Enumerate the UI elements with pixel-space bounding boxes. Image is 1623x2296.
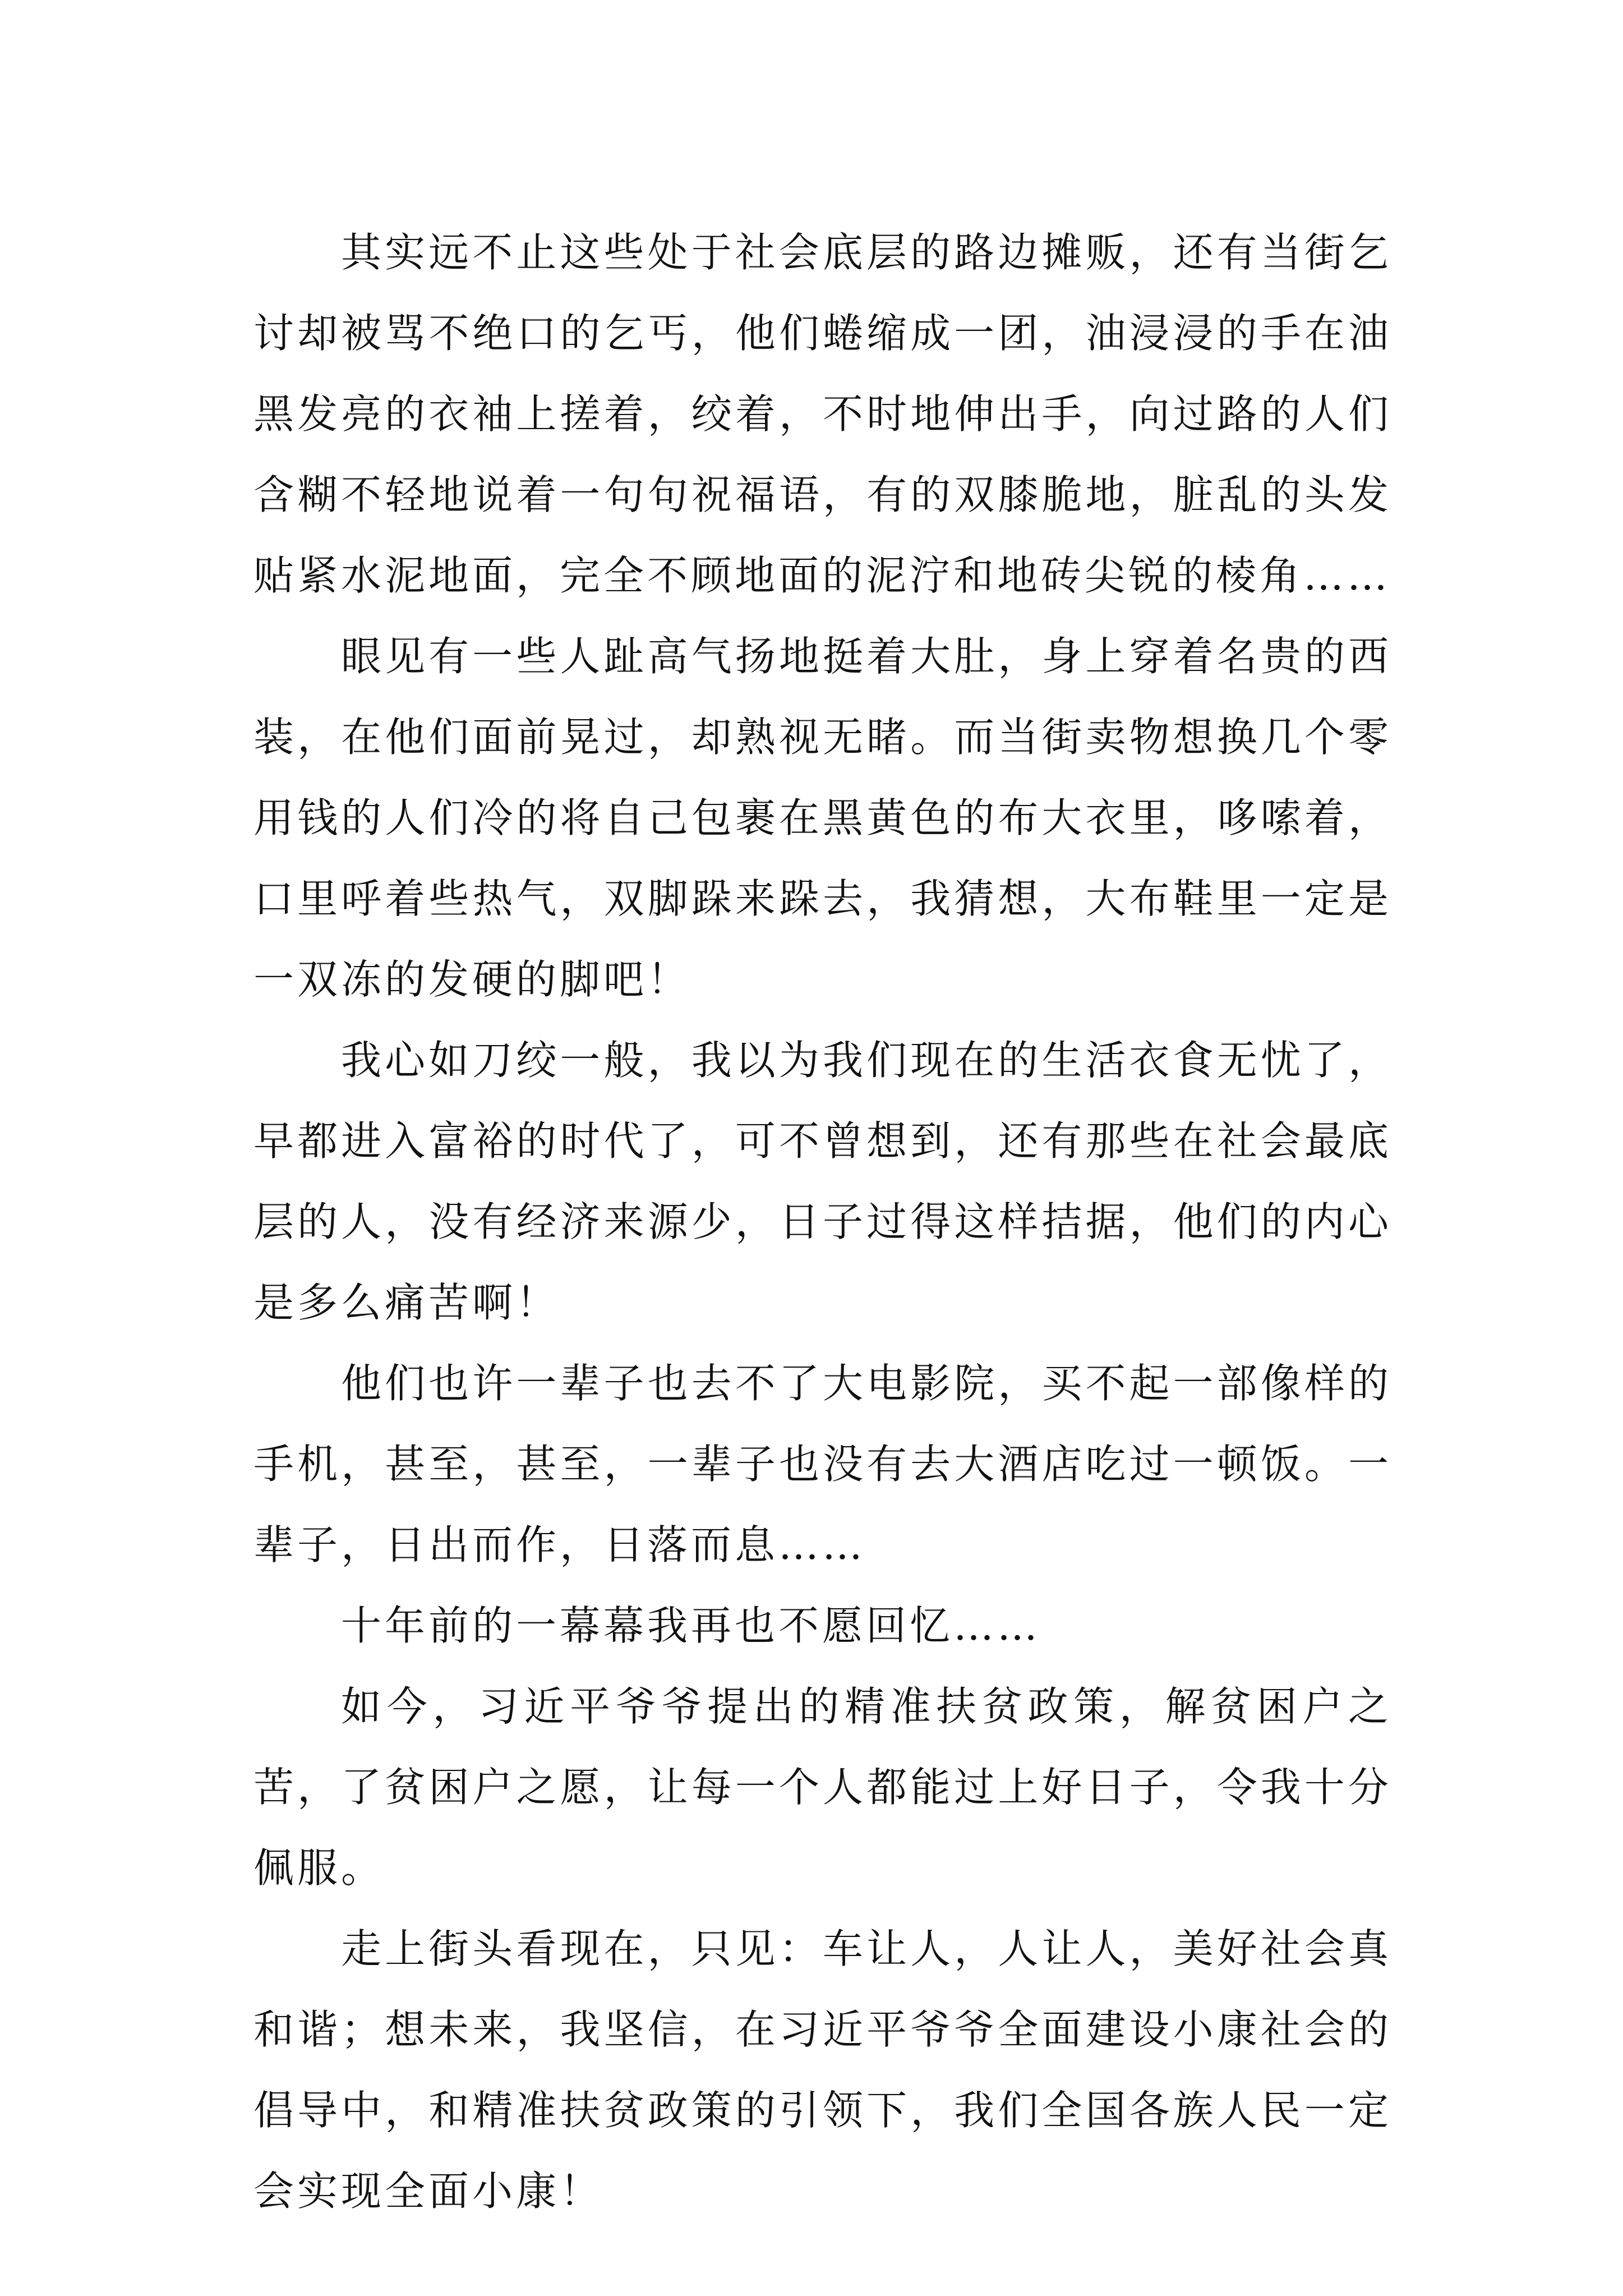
paragraph-3: 我心如刀绞一般，我以为我们现在的生活衣食无忧了，早都进入富裕的时代了，可不曾想到，还有那些在社会最底层的人，没有经济来源少，日子过得这样拮据，他们的内心是多么痛苦啊！ [253, 1037, 1392, 1326]
paragraph-2: 眼见有一些人趾高气扬地挺着大肚，身上穿着名贵的西装，在他们面前晃过，却熟视无睹。而当街卖物想换几个零用钱的人们冷的将自己包裹在黑黄色的布大衣里，哆嗦着，口里呼着些热气，双脚跺来跺去，我猜想，大布鞋里一定是一双冻的发硬的脚吧！ [253, 633, 1392, 1003]
body-text [253, 212, 1392, 2231]
paragraph-6: 如今，习近平爷爷提出的精准扶贫政策，解贫困户之苦，了贫困户之愿，让每一个人都能过上好日子，令我十分佩服。 [253, 1683, 1392, 1892]
paragraph-5: 十年前的一幕幕我再也不愿回忆…… [341, 1602, 1041, 1649]
paragraph-1: 其实远不止这些处于社会底层的路边摊贩，还有当街乞讨却被骂不绝口的乞丐，他们蜷缩成一团，油浸浸的手在油黑发亮的衣袖上搓着，绞着，不时地伸出手，向过路的人们含糊不轻地说着一句句祝福语，有的双膝脆地，脏乱的头发贴紧水泥地面，完全不顾地面的泥泞和地砖尖锐的棱角…… [253, 229, 1392, 599]
paragraph-4: 他们也许一辈子也去不了大电影院，买不起一部像样的手机，甚至，甚至，一辈子也没有去大酒店吃过一顿饭。一辈子，日出而作，日落而息…… [253, 1360, 1392, 1568]
paragraph-7: 走上街头看现在，只见：车让人，人让人，美好社会真和谐；想未来，我坚信，在习近平爷爷全面建设小康社会的倡导中，和精准扶贫政策的引领下，我们全国各族人民一定会实现全面小康！ [253, 1925, 1392, 2215]
